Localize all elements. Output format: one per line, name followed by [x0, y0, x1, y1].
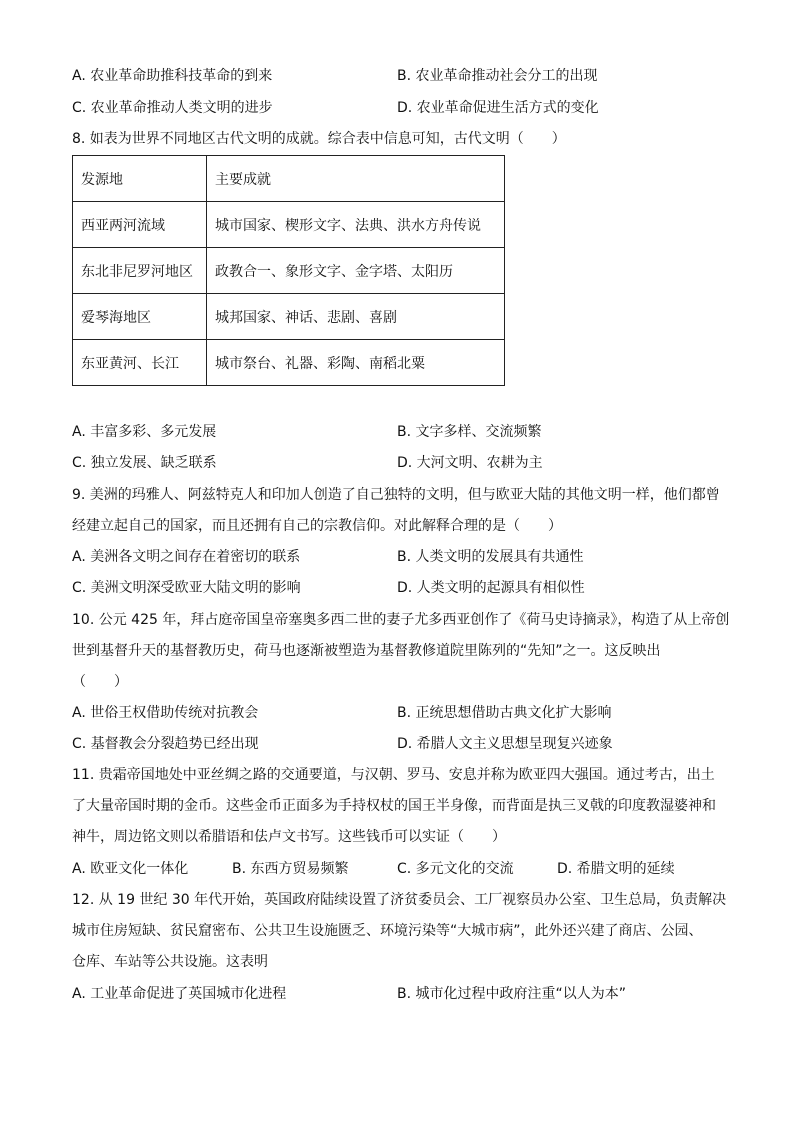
q11-option-d: D. 希腊文明的延续 [557, 861, 675, 877]
q11-option-c: C. 多元文化的交流 [397, 861, 514, 877]
q10-option-d: D. 希腊人文主义思想呈现复兴迹象 [397, 736, 613, 752]
table-header-row [73, 156, 505, 202]
q10-option-b: B. 正统思想借助古典文化扩大影响 [397, 705, 612, 721]
table-row [73, 202, 505, 248]
table-row [73, 294, 505, 340]
q12-stem-line-2: 城市住房短缺、贫民窟密布、公共卫生设施匮乏、环境污染等“大城市病”，此外还兴建了商店、公园、 [72, 923, 703, 939]
q8-option-d: D. 大河文明、农耕为主 [397, 455, 543, 471]
q10-stem-line-1: 10. 公元 425 年，拜占庭帝国皇帝塞奥多西二世的妻子尤多西亚创作了《荷马史诗摘录》，构造了从上帝创 [72, 612, 730, 628]
q9-option-a: A. 美洲各文明之间存在着密切的联系 [72, 549, 301, 565]
q12-stem-line-1: 12. 从 19 世纪 30 年代开始，英国政府陆续设置了济贫委员会、工厂视察员办公室、卫生总局，负责解决 [72, 892, 727, 908]
q12-option-a: A. 工业革命促进了英国城市化进程 [72, 986, 287, 1002]
table-cell-origin: 东亚黄河、长江 [73, 340, 207, 386]
q7-option-a: A. 农业革命助推科技革命的到来 [72, 68, 273, 84]
q8-option-c: C. 独立发展、缺乏联系 [72, 455, 217, 471]
table-cell-achievement: 城市国家、楔形文字、法典、洪水方舟传说 [207, 202, 505, 248]
q9-option-d: D. 人类文明的起源具有相似性 [397, 580, 585, 596]
q10-stem-line-3: （ ） [72, 674, 128, 690]
q9-stem-line-1: 9. 美洲的玛雅人、阿兹特克人和印加人创造了自己独特的文明，但与欧亚大陆的其他文明一样，他们都曾 [72, 487, 720, 503]
table-cell-achievement: 城市祭台、礼器、彩陶、南稻北粟 [207, 340, 505, 386]
q8-stem: 8. 如表为世界不同地区古代文明的成就。综合表中信息可知，古代文明（ ） [72, 131, 566, 147]
table-cell-origin: 东北非尼罗河地区 [73, 248, 207, 294]
q11-stem-line-2: 了大量帝国时期的金币。这些金币正面多为手持权杖的国王半身像，而背面是执三叉戟的印度教湿婆神和 [72, 798, 716, 814]
table-cell-origin: 爱琴海地区 [73, 294, 207, 340]
q8-option-b: B. 文字多样、交流频繁 [397, 424, 542, 440]
q11-stem-line-1: 11. 贵霜帝国地处中亚丝绸之路的交通要道，与汉朝、罗马、安息并称为欧亚四大强国。通过考古，出土 [72, 767, 715, 783]
q10-option-c: C. 基督教会分裂趋势已经出现 [72, 736, 259, 752]
table-cell-achievement: 政教合一、象形文字、金字塔、太阳历 [207, 248, 505, 294]
q11-option-b: B. 东西方贸易频繁 [232, 861, 349, 877]
q10-option-a: A. 世俗王权借助传统对抗教会 [72, 705, 259, 721]
q8-option-a: A. 丰富多彩、多元发展 [72, 424, 217, 440]
table-row [73, 248, 505, 294]
q10-stem-line-2: 世到基督升天的基督教历史，荷马也逐渐被塑造为基督教修道院里陈列的“先知”之一。这反映出 [72, 643, 661, 659]
q9-option-c: C. 美洲文明深受欧亚大陆文明的影响 [72, 580, 301, 596]
q9-option-b: B. 人类文明的发展具有共通性 [397, 549, 584, 565]
q7-option-c: C. 农业革命推动人类文明的进步 [72, 100, 273, 116]
q7-option-b: B. 农业革命推动社会分工的出现 [397, 68, 598, 84]
q11-stem-line-3: 神牛，周边铭文则以希腊语和佉卢文书写。这些钱币可以实证（ ） [72, 829, 506, 845]
civilization-table [72, 155, 505, 386]
q12-option-b: B. 城市化过程中政府注重“以人为本” [397, 986, 627, 1002]
q12-stem-line-3: 仓库、车站等公共设施。这表明 [72, 954, 268, 970]
q9-stem-line-2: 经建立起自己的国家，而且还拥有自己的宗教信仰。对此解释合理的是（ ） [72, 518, 562, 534]
table-cell-origin: 西亚两河流域 [73, 202, 207, 248]
q11-option-a: A. 欧亚文化一体化 [72, 861, 189, 877]
table-row [73, 340, 505, 386]
table-cell-achievement: 城邦国家、神话、悲剧、喜剧 [207, 294, 505, 340]
q7-option-d: D. 农业革命促进生活方式的变化 [397, 100, 599, 116]
table-header-cell: 主要成就 [207, 156, 505, 202]
table-header-cell: 发源地 [73, 156, 207, 202]
